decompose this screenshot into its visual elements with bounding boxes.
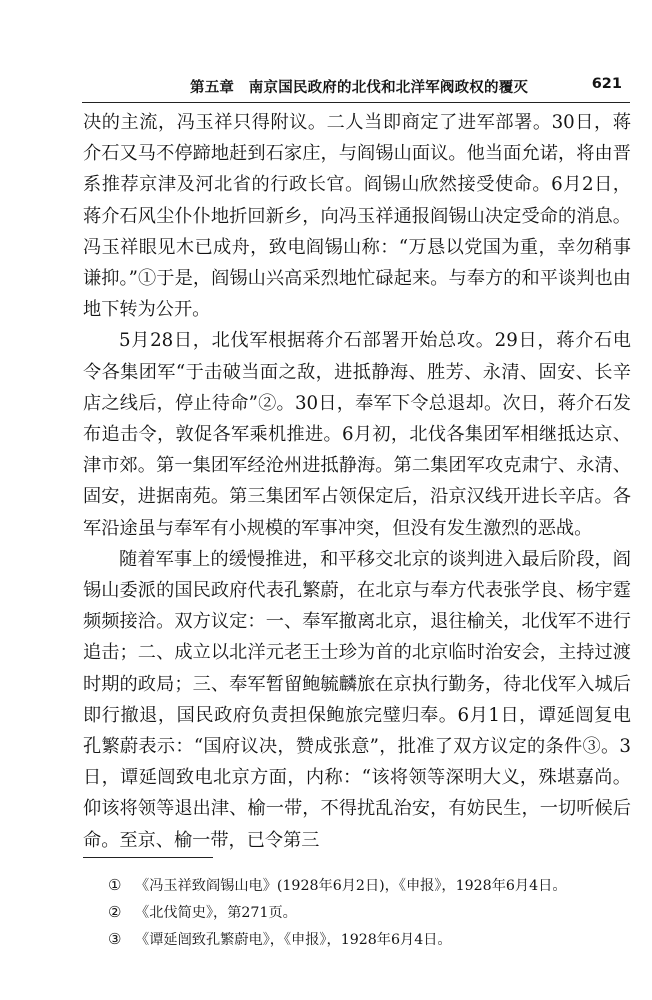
footnotes — [108, 872, 628, 953]
paragraph: 随着军事上的缓慢推进，和平移交北京的谈判进入最后阶段，阎锡山委派的国民政府代表孔繁蔚，在北京与奉方代表张学良、杨宇霆频频接洽。双方议定：一、奉军撤离北京，退往榆关，北伐军不进行追击；二、成立以北洋元老王士珍为首的北京临时治安会，主持过渡时期的政局；三、奉军暂留鲍毓麟旅在京执行勤务，待北伐军入城后即行撤退，国民政府负责担保鲍旅完璧归奉。6月1日，谭延闿复电孔繁蔚表示：“国府议决，赞成张意”，批准了双方议定的条件③。3日，谭延闿致电北京方面，内称：“该将领等深明大义，殊堪嘉尚。仰该将领等退出津、榆一带，不得扰乱治安，有妨民生，一切听候后命。至京、榆一带，已令第三 — [83, 548, 631, 851]
page-number: 621 — [591, 76, 622, 92]
paragraph: 5月28日，北伐军根据蒋介石部署开始总攻。29日，蒋介石电令各集团军“于击破当面之敌，进抵静海、胜芳、永清、固安、长辛店之线后，停止待命”②。30日，奉军下令总退却。次日，蒋介石发布追击令，敦促各军乘机推进。6月初，北伐各集团军相继抵达京、津市郊。第一集团军经沧州进抵静海。第二集团军攻克肃宁、永清、固安，进据南苑。第三集团军占领保定后，沿京汉线开进长辛店。各军沿途虽与奉军有小规模的军事冲突，但没有发生激烈的恶战。 — [83, 330, 631, 539]
footnote — [108, 926, 628, 953]
header-rule — [82, 102, 630, 103]
footnote-text: 《冯玉祥致阎锡山电》(1928年6月2日)，《申报》，1928年6月4日。 — [135, 878, 567, 894]
running-head-title: 第五章 南京国民政府的北伐和北洋军阀政权的覆灭 — [190, 80, 529, 96]
footnote-text: 《北伐简史》，第271页。 — [135, 905, 297, 921]
footnote-marker: ① — [108, 876, 122, 894]
footnote-rule — [83, 857, 213, 858]
footnote — [108, 872, 628, 899]
footnote-marker: ② — [108, 903, 122, 921]
paragraph-continued: 决的主流，冯玉祥只得附议。二人当即商定了进军部署。30日，蒋介石又马不停蹄地赶到石家庄，与阎锡山面议。他当面允诺，将由晋系推荐京津及河北省的行政长官。阎锡山欣然接受使命。6月2日，蒋介石风尘仆仆地折回新乡，向冯玉祥通报阎锡山决定受命的消息。冯玉祥眼见木已成舟，致电阎锡山称：“万恳以党国为重，幸勿稍事谦抑。”①于是，阎锡山兴高采烈地忙碌起来。与奉方的和平谈判也由地下转为公开。 — [83, 112, 631, 321]
footnote-text: 《谭延闿致孔繁蔚电》，《申报》，1928年6月4日。 — [135, 932, 452, 948]
body-text — [83, 107, 631, 856]
running-head — [82, 74, 630, 98]
footnote — [108, 899, 628, 926]
footnote-marker: ③ — [108, 930, 122, 948]
